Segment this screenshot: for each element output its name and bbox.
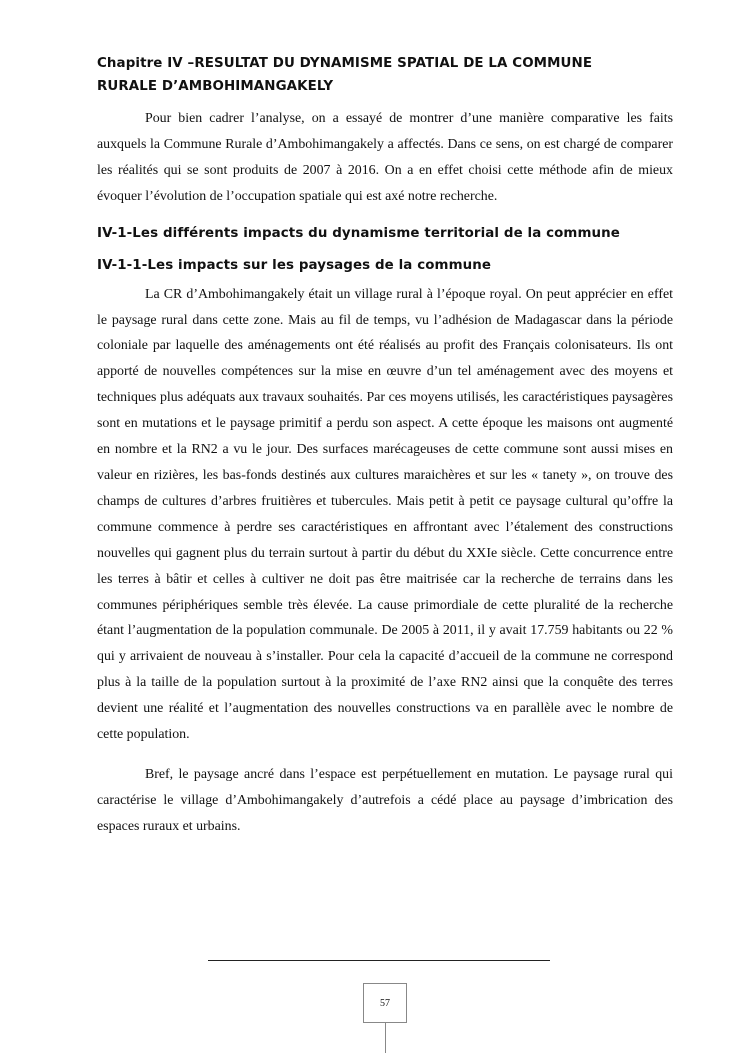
footer-rule: [208, 960, 550, 961]
section-title: IV-1-Les différents impacts du dynamisme territorial de la commune: [97, 225, 620, 241]
document-page: [97, 52, 673, 840]
chapter-title-line-2: RURALE D’AMBOHIMANGAKELY: [97, 79, 334, 94]
body-paragraph-1: La CR d’Ambohimangakely était un village rural à l’époque royal. On peut apprécier en effet le paysage rural dans cette zone. Mais au fil de temps, vu l’adhésion de Madagascar dans la période coloniale par laquelle des aménagements ont été réalisés au profit des Français colonisateurs. Ils ont apporté de nouvelles compétences sur la mise en œuvre d’un tel aménagement avec des moyens et techniques plus adéquats aux travaux souhaités. Par ces moyens utilisés, les caractéristiques paysagères sont en mutations et le paysage primitif a perdu son aspect. A cette époque les maisons ont augmenté en nombre et la RN2 a vu le jour. Des surfaces marécageuses de cette commune sont aussi mises en valeur en rizières, les bas-fonds destinés aux cultures maraichères et sur les « tanety », on trouve des champs de cultures d’arbres fruitières et tubercules. Mais petit à petit ce paysage cultural qu’offre la commune commence à perdre ses caractéristiques en affrontant avec l’étalement des constructions nouvelles qui gagnent plus du terrain surtout à partir du début du XXIe siècle. Cette concurrence entre les terres à bâtir et celles à cultiver ne doit pas être maitrisée car la recherche de terrains dans les communes périphériques semble très élevée. La cause primordiale de cette pluralité de la recherche étant l’augmentation de la population communale. De 2005 à 2011, il y avait 17.759 habitants ou 22 % qui y arrivaient de nouveau à s’installer. Pour cela la capacité d’accueil de la commune ne correspond plus à la taille de la population surtout à la proximité de l’axe RN2 ainsi que la conquête des terres devient une réalité et l’augmentation des nouvelles constructions va en parallèle avec le nombre de cette population.: [97, 286, 673, 743]
body-paragraph-2: Bref, le paysage ancré dans l’espace est perpétuellement en mutation. Le paysage rural qui caractérise le village d’Ambohimangakely d’autrefois a cédé place au paysage d’imbrication des espaces ruraux et urbains.: [97, 766, 673, 834]
page-number-connector: [385, 1022, 386, 1053]
page-number: 57: [363, 983, 407, 1023]
subsection-title: IV-1-1-Les impacts sur les paysages de la commune: [97, 257, 492, 273]
chapter-title: [97, 52, 673, 98]
chapter-title-line-1: Chapitre IV –RESULTAT DU DYNAMISME SPATIAL DE LA COMMUNE: [97, 56, 593, 71]
intro-paragraph: Pour bien cadrer l’analyse, on a essayé de montrer d’une manière comparative les faits auxquels la Commune Rurale d’Ambohimangakely a affectés. Dans ce sens, on est chargé de comparer les réalités qui se sont produits de 2007 à 2016. On a en effet choisi cette méthode afin de mieux évoquer l’évolution de l’occupation spatiale qui est axé notre recherche.: [97, 111, 673, 204]
